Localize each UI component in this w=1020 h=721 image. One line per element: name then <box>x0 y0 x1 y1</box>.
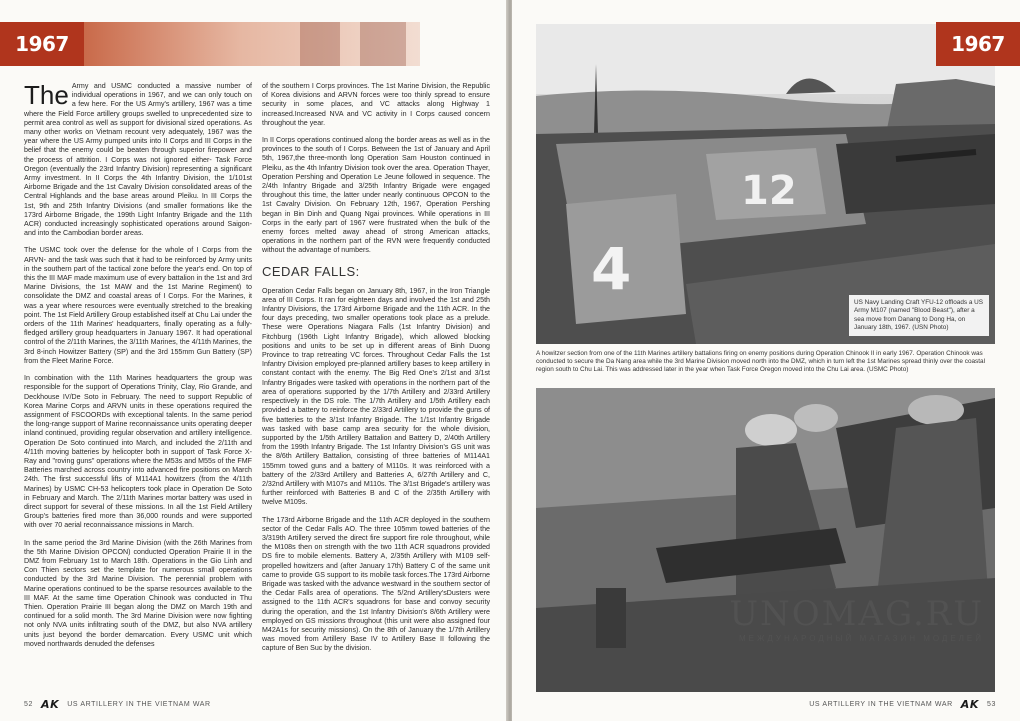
watermark <box>729 594 984 643</box>
left-footer <box>24 698 211 711</box>
body-paragraph: In the same period the 3rd Marine Division (with the 26th Marines from the 5th Marine Division OPCON) conducted Operation Prairie II in the DMZ from February 1st to March 18th. Operations in the Gio Linh and Con Thien sectors set the template for numerous small operations conducted by the 3rd Marine Division. The perennial problem with Marine operations continued to be the sparse resources available to the III MAF. At the same time Operation Chinook was conducted in Thu Thien. Operation Prairie III began along the DMZ on March 19th and continued for a solid month. The 3rd Marine Division were now fighting not only NVA units infiltrating south of the DMZ, but also NVA artillery units just beyond the border demarcation. Every USMC unit which moved northwards denuded the defenses <box>24 538 252 648</box>
intro-paragraph: The Army and USMC conducted a massive number of individual operations in 1967, and we can only touch on a few here. For the US Army's artillery, 1967 was a time where the Field Force artillery groups swelled to unprecedented size to permit area control as well as support for divisional sized operations. As many other works on Vietnam recount very adequately, 1967 was the year where the US Army pumped units into II Corps and III Corps in the belief that the enemy could be beaten through superior firepower and the process of attrition. I Corps was not ignored either- Task Force Oregon (eventually the 23rd Infantry Division) representing a significant Army investment. In II Corps the 4th Infantry Division, the 1/101st Airborne Brigade and the 1st Cavalry Division consolidated areas of the Central Highlands and the base areas around Pleiku. In III Corps the 1st, 9th and 25th Infantry Divisions (and smaller formations like the 173rd Airborne Brigade, the 199th Light Infantry Brigade and the 11th ACR) conducted increasingly sophisticated operations around Saigon- and into the Cambodian border areas. <box>24 80 252 238</box>
howitzer-crew-photo <box>536 388 995 692</box>
photo-caption-top: US Navy Landing Craft YFU-12 offloads a US Army M107 (named "Blood Beast"), after a sea move from Danang to Dong Ha, on January 18th, 1967. (USN Photo) <box>849 295 989 336</box>
ak-logo-icon: AK <box>41 698 60 711</box>
book-title: US ARTILLERY IN THE VIETNAM WAR <box>67 701 211 708</box>
soldier-silhouette-icon <box>300 22 340 66</box>
section-heading: CEDAR FALLS: <box>262 263 360 279</box>
page-number: 52 <box>24 701 33 708</box>
hull-number-4: 4 <box>591 235 632 303</box>
body-paragraph: Operation Cedar Falls began on January 8th, 1967, in the Iron Triangle area of III Corps. It ran for eighteen days and involved the 1st and 25th Infantry Divisions, the 173rd Airborne Brigade and the 11th ACR. In the four days preceding, two smaller operations took place as a prelude. These were Operations Niagara Falls (1st Infantry Division) and Fitchburg (196th Light Infantry Brigade), which allowed blocking positions and units to be set up in different areas of Binh Duong Province to trap retreating VC forces. Throughout Cedar Falls the 1st Infantry Division employed pre-planned artillery bases to keep artillery in constant contact with the enemy. The Big Red One's 2/1st and 3/1st Infantry Brigades were tasked with operations in the northern part of the area of operations supported by the 1/7th Artillery and 2/33rd Artillery respectively in the DS role. The 1/7th Artillery and 1/5th Artillery each provided a battery to reinforce the 2/33rd Artillery to provide the guns of five batteries to the 3/1st Infantry Brigade. The 1/1st Infantry Brigade was tasked with base camp area security for the whole division, supported by the 1/5th Artillery Battalion and Battery D, 2/40th Artillery from the 199th Infantry Brigade. The 1st Infantry Division's GS unit was the 8/6th Artillery Battalion, consisting of three batteries of M114A1 155mm towed guns and a battery of M110s. It was reinforced with a battery of the 2/33rd Artillery and Batteries A, 6/27th Artillery and C, 2/32nd Artillery with M107s and M110s. The 3/1st Brigade's artillery was further reinforced with Batteries B and C of the 2/35th Artillery with twelve M109s. <box>262 286 490 507</box>
hull-number-12: 12 <box>741 168 797 214</box>
year-tag: 1967 <box>0 22 84 66</box>
watermark-subtitle: МЕЖДУНАРОДНЫЙ МАГАЗИН МОДЕЛЕЙ <box>739 634 984 643</box>
drop-cap: The <box>24 80 69 110</box>
page-number: 53 <box>987 701 996 708</box>
body-paragraph: of the southern I Corps provinces. The 1st Marine Division, the Republic of Korea divisions and ARVN forces were too thinly spread to ensure security in some places, and VC attacks along Highway 1 increased.Increased NVA and VC activity in I Corps caused concern throughout the year. <box>262 82 490 127</box>
howitzer-crew-illustration <box>536 388 995 692</box>
year-tag: 1967 <box>936 22 1020 66</box>
body-paragraph: In combination with the 11th Marines headquarters the group was responsible for the support of Operations Trinity, Clay, Rio Grande, and Deckhouse IV/De Soto in February. The need to support Republic of Korea Marine Corps and ARVN units in these operations required the assignment of FSCOORDs with exceptional talents. In the same period the long-range support of Marine reconnaissance units operating deeper inland continued, providing regular observation and artillery intelligence. Operation De Soto continued into March, and included the 2/11th and 4/11th moving batteries by helicopter both in support of Task Force X-Ray and "roving guns" operations where the M53s and M55s of the FMF Batteries marched across country into advanced fire positions on March 24th. The first successful lifts of M114A1 howitzers (from the 4/11th Marines) by USMC CH-53 helicopters took place in Operation De Soto in February and March. The 2/11th Marines mortar battery was used in direct support for several of these missions. In all the 1st Field Artillery Group's batteries fired more than 36,000 rounds and were supported with over 70 aerial reconnaissance missions in March. <box>24 374 252 530</box>
book-title: US ARTILLERY IN THE VIETNAM WAR <box>809 701 953 708</box>
ak-logo-icon: AK <box>960 698 979 711</box>
right-footer <box>809 698 996 711</box>
left-header-band <box>0 22 420 66</box>
body-paragraph: In II Corps operations continued along the border areas as well as in the provinces to the south of I Corps. Between the 1st of January and April 5th, 1967,the three-month long Operation Sam Houston continued in Pleiku, as the 4th Infantry Division took over the area. Operation Thayer, Operation Pershing and Operation Le Jeune followed in sequence. The 2/4th Infantry Brigade and 3/25th Infantry Brigade were engaged throughout this time, the latter under nearly continuous OPCON to the 1st Cavalry Division. On February 12th, 1967, Operation Pershing began in Bin Dinh and Quang Ngai provinces. While operations in III Corps in the early part of 1967 were frustrated when the bulk of the enemy forces melted away ahead of strong American attacks, operations in the northern part of the RVN were frequently conducted without the advantage of numbers. <box>262 136 490 255</box>
watermark-title: UNOMAG.RU <box>729 594 984 634</box>
photo-caption-howitzer: A howitzer section from one of the 11th Marines artillery battalions firing on enemy positions during Operation Chinook II in early 1967. Operation Chinook was conducted to secure the Da Nang area while the 3rd Marine Division moved north into the DMZ, which in turn left the 1st Marines spread thinly over the coastal region south to Chu Lai. This was addressed later in the year when Task Force Oregon moved into the Chu Lai area. (USMC Photo) <box>536 350 985 374</box>
left-page <box>0 0 508 721</box>
body-paragraph: The USMC took over the defense for the whole of I Corps from the ARVN- and the task was such that it had to be reinforced by Army units in the southern part of the tactical zone before the year's end. On top of this the III MAF made maximum use of every battalion in the 1st and 3rd Marine Divisions, the 1st MAW and the 1st Marine Regiment) to consolidate the DMZ and coastal areas of I Corps. For the Marines, it was a year where resources were eventually stretched to the breaking point. The 1st Field Artillery Group established itself at Chu Lai under the orders of the 11th Marines' headquarters, finally operating as a fully-fledged artillery group headquarters in January 1967. It had operational control of the 2/11th Marines, the 3/11th Marines, the 4/11th Marines, the 3rd 8-inch Howitzer Battery (SP) and the 3rd 155mm Gun Battery (SP) from the Fleet Marine Force. <box>24 246 252 365</box>
text-column-2 <box>262 82 490 662</box>
text-column-1 <box>24 82 252 657</box>
right-page <box>512 0 1020 721</box>
right-header-band <box>936 22 1020 66</box>
soldier-silhouette-icon <box>360 22 406 66</box>
body-paragraph: The 173rd Airborne Brigade and the 11th ACR deployed in the southern sector of the Cedar Falls AO. The three 105mm towed batteries of the 3/319th Artillery served the direct fire support fire role throughout, while the M108s then on strength with the two 11th ACR squadrons provided DS fire to mobile elements. Battery A, 2/35th Artillery with M109 self-propelled howitzers and (after January 17th) Battery C of the same unit came to provide GS support to its mobile task forces.The 173rd Airborne Brigade was tasked with the advance westward in the southern sector of the Cedar Falls area of operations. The 5/2nd Artillery'sDusters were assigned to the 11th ACR's squadrons for base and convoy security during the operation, and the 1st Infantry Division's 8/6th Artillery were employed on GS missions throughout (this unit were also assigned four M42A1s for security missions). On the 8th of January the 1/7th Artillery was moved from Artillery Base IV to Artillery Base II following the capture of Ben Suc by the division. <box>262 515 490 653</box>
landing-craft-photo <box>536 24 995 344</box>
